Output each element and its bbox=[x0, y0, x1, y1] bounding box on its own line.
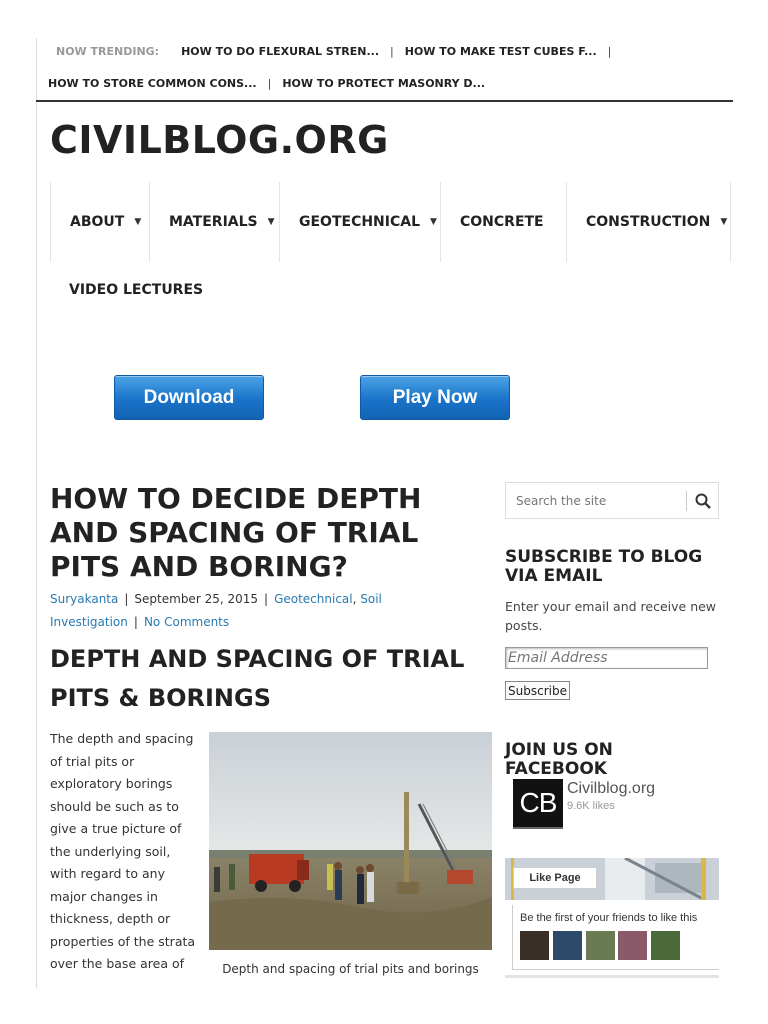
nav-item-label: ABOUT bbox=[70, 214, 125, 230]
subscribe-widget-title: SUBSCRIBE TO BLOG VIA EMAIL bbox=[505, 547, 703, 586]
nav-item-concrete[interactable] bbox=[440, 182, 566, 262]
trending-separator: | bbox=[390, 45, 394, 58]
page-left-rule bbox=[36, 38, 37, 988]
trending-link-3[interactable]: HOW TO STORE COMMON CONS... bbox=[48, 77, 257, 90]
nav-item-label: VIDEO LECTURES bbox=[69, 282, 204, 298]
nav-item-geotechnical[interactable] bbox=[279, 182, 440, 262]
post-subheading: DEPTH AND SPACING OF TRIAL PITS & BORINGS bbox=[50, 645, 465, 712]
caret-down-icon: ▼ bbox=[430, 217, 437, 227]
trending-separator: | bbox=[607, 45, 612, 58]
trending-bar bbox=[36, 40, 733, 102]
site-title[interactable]: CIVILBLOG.ORG bbox=[50, 118, 389, 162]
post-meta: Suryakanta | September 25, 2015 | Geotechnical, Soil Investigation | No Comments bbox=[50, 592, 382, 629]
search-input[interactable] bbox=[506, 494, 686, 508]
trending-separator: | bbox=[267, 77, 272, 90]
search-box bbox=[505, 482, 719, 519]
nav-item-label: GEOTECHNICAL bbox=[299, 214, 421, 230]
author-link[interactable]: Suryakanta bbox=[50, 592, 119, 606]
nav-item-construction[interactable] bbox=[566, 182, 730, 262]
trial-pit-photo-illustration bbox=[209, 732, 492, 950]
friend-avatar[interactable] bbox=[618, 931, 647, 960]
category-link-geotechnical[interactable]: Geotechnical bbox=[274, 592, 353, 606]
trending-link-1[interactable]: HOW TO DO FLEXURAL STREN... bbox=[181, 45, 380, 58]
caret-down-icon: ▼ bbox=[267, 217, 275, 227]
comments-link-line2: Comments bbox=[164, 615, 230, 629]
search-icon[interactable] bbox=[686, 491, 718, 511]
post-title[interactable]: HOW TO DECIDE DEPTH AND SPACING OF TRIAL PITS AND BORING? bbox=[50, 482, 422, 583]
comments-link-line1: No bbox=[143, 615, 161, 629]
nav-item-video-lectures[interactable] bbox=[50, 250, 210, 330]
facebook-like-page-button[interactable] bbox=[513, 867, 597, 889]
facebook-page-logo[interactable]: CB bbox=[513, 779, 563, 829]
nav-item-label: MATERIALS bbox=[169, 214, 258, 230]
subscribe-description: Enter your email and receive new posts. bbox=[505, 599, 717, 633]
like-page-label: Like Page bbox=[529, 872, 581, 884]
play-now-ad-button[interactable]: Play Now bbox=[360, 375, 510, 420]
image-caption: Depth and spacing of trial pits and borings bbox=[222, 962, 479, 976]
trending-link-4[interactable]: HOW TO PROTECT MASONRY D... bbox=[282, 77, 486, 90]
caret-down-icon: ▼ bbox=[134, 217, 142, 227]
trending-label: NOW TRENDING: bbox=[56, 45, 160, 58]
facebook-widget-rule bbox=[505, 975, 719, 978]
trending-link-2[interactable]: HOW TO MAKE TEST CUBES F... bbox=[404, 45, 597, 58]
subscribe-button[interactable]: Subscribe bbox=[505, 681, 570, 700]
post-body-text: The depth and spacing of trial pits or exploratory borings should be such as to give a true picture of the underlying soil, with regard to any major changes in thickness, depth or properties of the strata over the base area of bbox=[50, 731, 196, 971]
caret-down-icon: ▼ bbox=[720, 217, 728, 227]
nav-item-label: CONSTRUCTION bbox=[586, 214, 711, 230]
category-link-soil-investigation[interactable]: Soil Investigation bbox=[50, 592, 382, 629]
nav-divider bbox=[730, 182, 731, 262]
comments-link[interactable] bbox=[144, 615, 229, 629]
download-ad-button[interactable]: Download bbox=[114, 375, 264, 420]
email-field[interactable] bbox=[505, 647, 708, 669]
facebook-widget-title: JOIN US ON FACEBOOK bbox=[505, 740, 613, 779]
friend-avatar[interactable] bbox=[586, 931, 615, 960]
nav-item-label: CONCRETE bbox=[460, 214, 544, 230]
friend-avatar[interactable] bbox=[520, 931, 549, 960]
friend-avatar[interactable] bbox=[553, 931, 582, 960]
facebook-likes-count: 9.6K likes bbox=[567, 800, 615, 812]
facebook-friends-text: Be the first of your friends to like this bbox=[520, 912, 698, 924]
post-date: September 25, 2015 bbox=[134, 592, 259, 606]
friend-avatar[interactable] bbox=[651, 931, 680, 960]
facebook-page-name[interactable]: Civilblog.org bbox=[567, 780, 656, 797]
trial-pit-photo bbox=[209, 732, 492, 950]
